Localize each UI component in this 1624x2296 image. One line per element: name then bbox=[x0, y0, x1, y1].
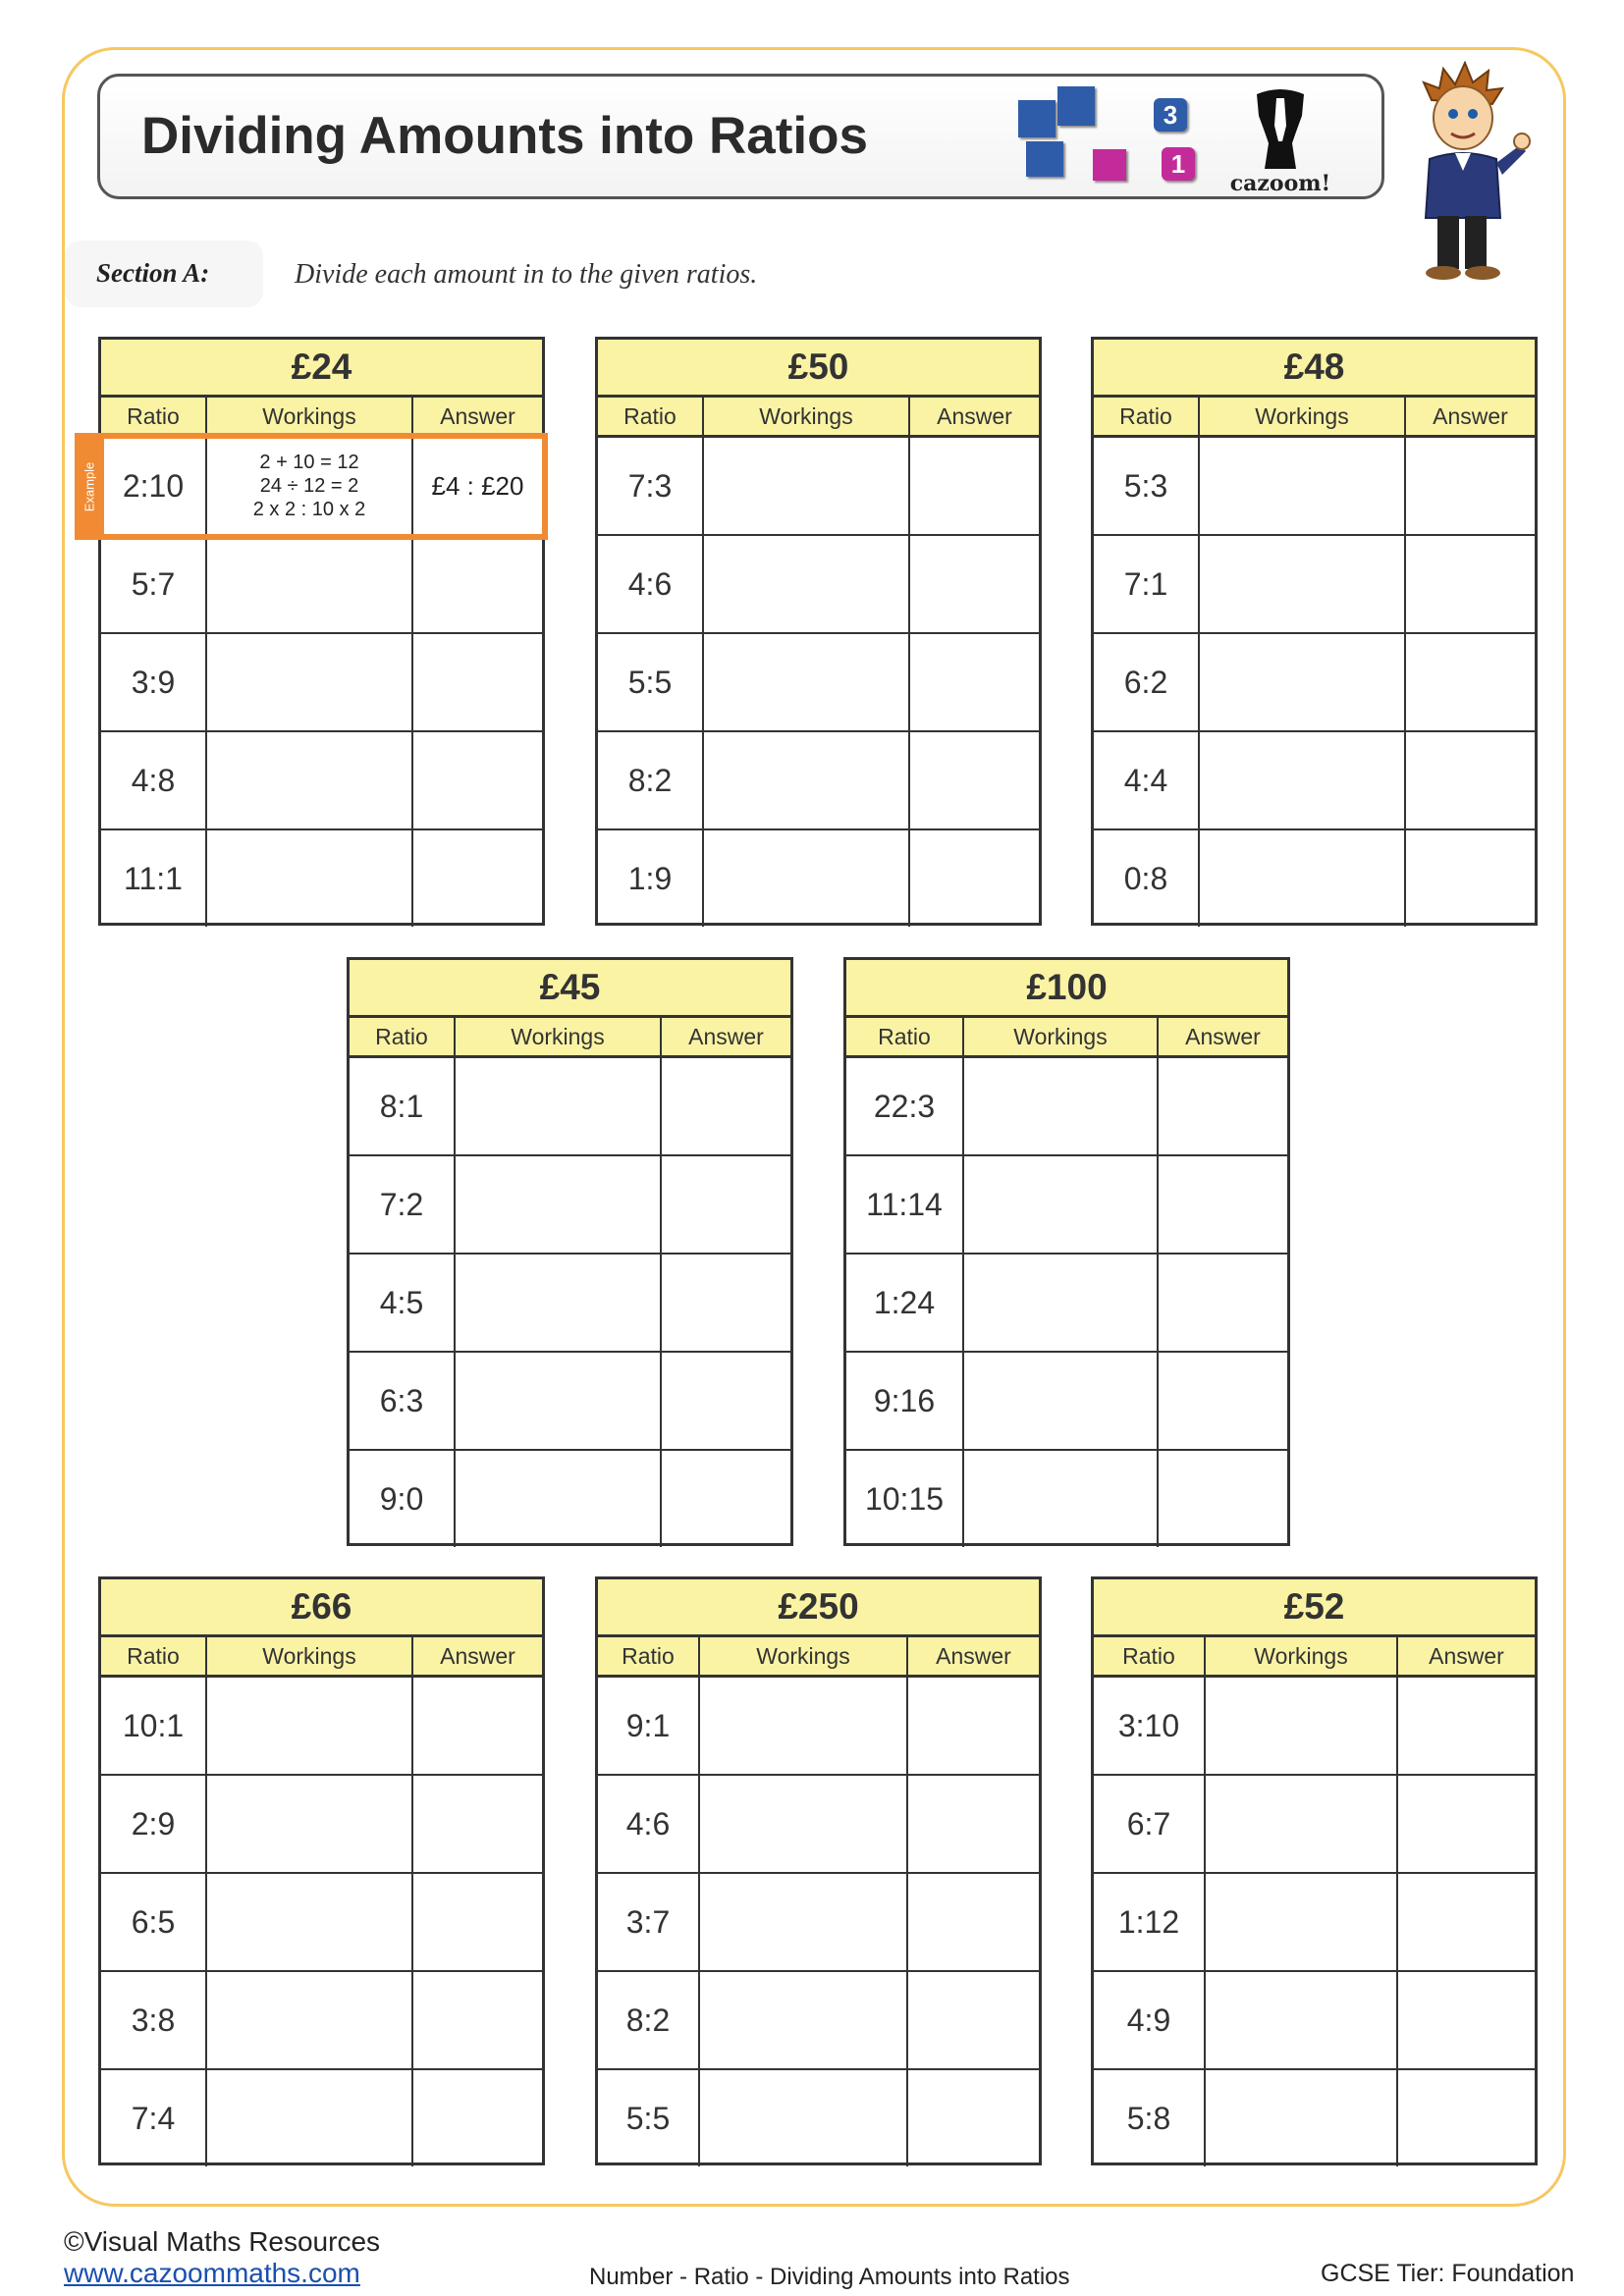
example-highlight bbox=[98, 433, 548, 540]
table-row bbox=[598, 732, 1039, 830]
table-row bbox=[101, 1874, 542, 1972]
ratio-cell: 5:8 bbox=[1126, 2101, 1171, 2136]
workings-cell[interactable] bbox=[1204, 1972, 1396, 2068]
workings-cell[interactable] bbox=[962, 1058, 1157, 1154]
ratio-cell: 9:16 bbox=[873, 1383, 936, 1418]
instruction-text: Divide each amount in to the given ratios. bbox=[295, 259, 758, 290]
table-row bbox=[1094, 1874, 1535, 1972]
ratio-cell: 6:7 bbox=[1126, 1806, 1171, 1842]
ratio-header: Ratio bbox=[622, 1643, 675, 1669]
answer-cell[interactable] bbox=[411, 1776, 542, 1872]
answer-cell[interactable] bbox=[1404, 438, 1535, 534]
workings-cell[interactable] bbox=[205, 1874, 411, 1970]
number-tile: 1 bbox=[1162, 147, 1195, 181]
ratio-cell: 6:2 bbox=[1123, 665, 1168, 700]
answer-cell[interactable] bbox=[1404, 830, 1535, 927]
tiles-logo bbox=[1018, 86, 1215, 189]
table-row bbox=[350, 1451, 790, 1547]
table-row bbox=[1094, 2070, 1535, 2166]
workings-header: Workings bbox=[454, 1018, 660, 1055]
table-row bbox=[101, 1776, 542, 1874]
ratio-cell: 3:8 bbox=[131, 2002, 176, 2038]
ratio-cell: 2:9 bbox=[131, 1806, 176, 1842]
copyright-text: ©Visual Maths Resources bbox=[64, 2226, 381, 2257]
workings-cell[interactable] bbox=[205, 1776, 411, 1872]
website-link[interactable]: www.cazoommaths.com bbox=[64, 2258, 360, 2288]
ratio-table bbox=[843, 957, 1290, 1546]
title-banner bbox=[97, 74, 1384, 199]
table-row bbox=[1094, 1678, 1535, 1776]
ratio-header: Ratio bbox=[623, 403, 677, 429]
table-row bbox=[598, 1874, 1039, 1972]
answer-cell[interactable] bbox=[906, 1776, 1039, 1872]
workings-cell[interactable] bbox=[698, 1972, 906, 2068]
answer-cell[interactable] bbox=[908, 536, 1039, 632]
ratio-cell: 6:3 bbox=[379, 1383, 424, 1418]
ratio-cell: 1:24 bbox=[873, 1285, 936, 1320]
ratio-table bbox=[347, 957, 793, 1546]
workings-cell[interactable] bbox=[962, 1353, 1157, 1449]
table-row bbox=[598, 1776, 1039, 1874]
workings-cell[interactable] bbox=[205, 536, 411, 632]
answer-cell[interactable] bbox=[660, 1451, 790, 1547]
table-row bbox=[598, 1678, 1039, 1776]
workings-cell[interactable] bbox=[1198, 536, 1404, 632]
workings-header: Workings bbox=[205, 398, 411, 435]
example-label: Example bbox=[81, 461, 97, 511]
answer-cell[interactable] bbox=[908, 438, 1039, 534]
table-amount: £48 bbox=[1094, 340, 1535, 398]
answer-cell[interactable] bbox=[660, 1353, 790, 1449]
answer-header: Answer bbox=[906, 1637, 1039, 1675]
workings-cell[interactable] bbox=[454, 1451, 660, 1547]
ratio-header: Ratio bbox=[375, 1024, 428, 1049]
workings-cell[interactable] bbox=[702, 536, 908, 632]
workings-cell[interactable] bbox=[698, 1874, 906, 1970]
ratio-table bbox=[98, 1576, 545, 2165]
workings-cell[interactable] bbox=[1198, 634, 1404, 730]
table-header bbox=[598, 1637, 1039, 1678]
table-row bbox=[350, 1156, 790, 1255]
workings-header: Workings bbox=[962, 1018, 1157, 1055]
table-row bbox=[598, 634, 1039, 732]
table-row bbox=[350, 1353, 790, 1451]
workings-cell[interactable] bbox=[702, 634, 908, 730]
answer-cell[interactable] bbox=[411, 1874, 542, 1970]
table-header bbox=[1094, 1637, 1535, 1678]
footer-tier: GCSE Tier: Foundation bbox=[1321, 2260, 1575, 2287]
table-row bbox=[1094, 830, 1535, 927]
answer-cell[interactable] bbox=[1404, 634, 1535, 730]
answer-cell[interactable] bbox=[1157, 1058, 1287, 1154]
table-header bbox=[846, 1018, 1287, 1058]
ratio-cell: 3:10 bbox=[1117, 1708, 1180, 1743]
answer-header: Answer bbox=[660, 1018, 790, 1055]
ratio-cell: 4:8 bbox=[131, 763, 176, 798]
footer-credits bbox=[64, 2226, 380, 2289]
answer-cell[interactable] bbox=[411, 2070, 542, 2166]
table-header bbox=[101, 398, 542, 438]
ratio-header: Ratio bbox=[1119, 403, 1172, 429]
table-row bbox=[846, 1353, 1287, 1451]
answer-cell[interactable] bbox=[660, 1156, 790, 1253]
pink-tile bbox=[1093, 149, 1126, 181]
cazoom-bust-icon bbox=[1227, 86, 1333, 175]
table-header bbox=[598, 398, 1039, 438]
answer-cell[interactable] bbox=[906, 1678, 1039, 1774]
table-row bbox=[846, 1451, 1287, 1547]
example-answer: £4 : £20 bbox=[411, 438, 542, 534]
workings-header: Workings bbox=[702, 398, 908, 435]
ratio-cell: 10:15 bbox=[864, 1481, 945, 1517]
ratio-table bbox=[595, 1576, 1042, 2165]
workings-line: 2 x 2 : 10 x 2 bbox=[252, 499, 366, 520]
workings-cell[interactable] bbox=[205, 1972, 411, 2068]
workings-cell[interactable] bbox=[454, 1255, 660, 1351]
answer-cell[interactable] bbox=[1404, 536, 1535, 632]
workings-cell[interactable] bbox=[454, 1156, 660, 1253]
ratio-cell: 4:6 bbox=[627, 566, 673, 602]
number-tile: 3 bbox=[1154, 98, 1187, 132]
ratio-cell: 9:1 bbox=[625, 1708, 671, 1743]
ratio-cell: 10:1 bbox=[122, 1708, 185, 1743]
workings-cell[interactable] bbox=[1198, 830, 1404, 927]
ratio-cell: 5:5 bbox=[625, 2101, 671, 2136]
answer-header: Answer bbox=[1157, 1018, 1287, 1055]
table-row bbox=[598, 830, 1039, 927]
workings-line: 24 ÷ 12 = 2 bbox=[259, 475, 359, 497]
ratio-cell: 7:4 bbox=[131, 2101, 176, 2136]
answer-cell[interactable] bbox=[906, 2070, 1039, 2166]
ratio-cell: 8:1 bbox=[379, 1089, 424, 1124]
table-row bbox=[1094, 1776, 1535, 1874]
table-row bbox=[846, 1058, 1287, 1156]
ratio-cell: 3:9 bbox=[131, 665, 176, 700]
answer-cell[interactable] bbox=[1157, 1353, 1287, 1449]
answer-cell[interactable] bbox=[411, 830, 542, 927]
table-amount: £45 bbox=[350, 960, 790, 1018]
ratio-cell: 22:3 bbox=[873, 1089, 936, 1124]
workings-cell[interactable] bbox=[205, 2070, 411, 2166]
workings-cell[interactable] bbox=[702, 732, 908, 828]
ratio-cell: 4:9 bbox=[1126, 2002, 1171, 2038]
table-row bbox=[101, 634, 542, 732]
workings-header: Workings bbox=[698, 1637, 906, 1675]
answer-cell[interactable] bbox=[908, 732, 1039, 828]
workings-header: Workings bbox=[1204, 1637, 1396, 1675]
ratio-cell: 11:1 bbox=[124, 861, 183, 896]
workings-cell[interactable] bbox=[1198, 438, 1404, 534]
table-amount: £50 bbox=[598, 340, 1039, 398]
boy-mascot-icon bbox=[1404, 61, 1532, 285]
ratio-header: Ratio bbox=[878, 1024, 931, 1049]
table-header bbox=[350, 1018, 790, 1058]
answer-header: Answer bbox=[1404, 398, 1535, 435]
answer-cell[interactable] bbox=[1396, 2070, 1535, 2166]
workings-cell[interactable] bbox=[205, 830, 411, 927]
answer-cell[interactable] bbox=[1396, 1776, 1535, 1872]
table-amount: £66 bbox=[101, 1579, 542, 1637]
workings-cell[interactable] bbox=[1204, 1874, 1396, 1970]
ratio-table bbox=[98, 337, 545, 926]
table-row bbox=[101, 2070, 542, 2166]
workings-cell[interactable] bbox=[698, 1776, 906, 1872]
workings-cell[interactable] bbox=[702, 438, 908, 534]
workings-cell[interactable] bbox=[454, 1353, 660, 1449]
blue-tile bbox=[1057, 86, 1095, 126]
ratio-cell: 7:1 bbox=[1123, 566, 1168, 602]
workings-cell[interactable] bbox=[962, 1156, 1157, 1253]
workings-header: Workings bbox=[205, 1637, 411, 1675]
table-row bbox=[1094, 438, 1535, 536]
table-header bbox=[1094, 398, 1535, 438]
table-row bbox=[846, 1156, 1287, 1255]
workings-cell[interactable] bbox=[962, 1255, 1157, 1351]
table-row bbox=[598, 536, 1039, 634]
answer-cell[interactable] bbox=[411, 634, 542, 730]
answer-cell[interactable] bbox=[1396, 1874, 1535, 1970]
ratio-table bbox=[1091, 337, 1538, 926]
workings-cell[interactable] bbox=[205, 732, 411, 828]
table-row bbox=[101, 1972, 542, 2070]
ratio-cell: 5:3 bbox=[1123, 468, 1168, 504]
ratio-cell: 5:5 bbox=[627, 665, 673, 700]
workings-cell[interactable] bbox=[702, 830, 908, 927]
answer-header: Answer bbox=[908, 398, 1039, 435]
answer-cell[interactable] bbox=[1157, 1451, 1287, 1547]
table-row bbox=[101, 830, 542, 927]
answer-cell[interactable] bbox=[906, 1874, 1039, 1970]
ratio-cell: 4:4 bbox=[1123, 763, 1168, 798]
answer-cell[interactable] bbox=[1157, 1255, 1287, 1351]
footer-topic: Number - Ratio - Dividing Amounts into Ratios bbox=[589, 2264, 1070, 2290]
ratio-cell: 7:2 bbox=[379, 1187, 424, 1222]
cazoom-logo bbox=[1227, 86, 1333, 196]
table-row bbox=[1094, 536, 1535, 634]
ratio-cell: 8:2 bbox=[625, 2002, 671, 2038]
workings-cell[interactable] bbox=[205, 1678, 411, 1774]
table-row bbox=[350, 1255, 790, 1353]
table-amount: £24 bbox=[101, 340, 542, 398]
ratio-cell: 4:5 bbox=[379, 1285, 424, 1320]
table-amount: £52 bbox=[1094, 1579, 1535, 1637]
ratio-cell: 2:10 bbox=[122, 468, 185, 504]
page-title: Dividing Amounts into Ratios bbox=[141, 107, 869, 165]
ratio-cell: 11:14 bbox=[866, 1187, 943, 1222]
workings-cell[interactable] bbox=[698, 2070, 906, 2166]
table-row bbox=[101, 1678, 542, 1776]
answer-cell[interactable] bbox=[411, 1678, 542, 1774]
workings-cell[interactable] bbox=[1198, 732, 1404, 828]
table-row bbox=[598, 2070, 1039, 2166]
ratio-cell: 1:12 bbox=[1117, 1904, 1180, 1940]
table-amount: £100 bbox=[846, 960, 1287, 1018]
cazoom-logo-text: cazoom! bbox=[1229, 171, 1331, 196]
ratio-cell: 5:7 bbox=[131, 566, 176, 602]
workings-header: Workings bbox=[1198, 398, 1404, 435]
ratio-header: Ratio bbox=[127, 403, 180, 429]
ratio-header: Ratio bbox=[127, 1643, 180, 1669]
ratio-cell: 8:2 bbox=[627, 763, 673, 798]
workings-cell[interactable] bbox=[454, 1058, 660, 1154]
answer-cell[interactable] bbox=[1396, 1678, 1535, 1774]
table-row bbox=[1094, 1972, 1535, 2070]
workings-cell[interactable] bbox=[1204, 1678, 1396, 1774]
answer-cell[interactable] bbox=[908, 634, 1039, 730]
answer-cell[interactable] bbox=[411, 536, 542, 632]
table-header bbox=[101, 1637, 542, 1678]
table-row bbox=[598, 438, 1039, 536]
table-row bbox=[101, 732, 542, 830]
answer-cell[interactable] bbox=[908, 830, 1039, 927]
answer-cell[interactable] bbox=[1404, 732, 1535, 828]
answer-cell[interactable] bbox=[906, 1972, 1039, 2068]
answer-header: Answer bbox=[411, 1637, 542, 1675]
workings-cell[interactable] bbox=[1204, 1776, 1396, 1872]
ratio-table bbox=[1091, 1576, 1538, 2165]
ratio-cell: 7:3 bbox=[627, 468, 673, 504]
table-row bbox=[350, 1058, 790, 1156]
answer-cell[interactable] bbox=[411, 732, 542, 828]
blue-tile bbox=[1026, 141, 1063, 177]
workings-line: 2 + 10 = 12 bbox=[259, 452, 359, 473]
answer-header: Answer bbox=[411, 398, 542, 435]
ratio-cell: 0:8 bbox=[1123, 861, 1168, 896]
workings-cell[interactable] bbox=[1204, 2070, 1396, 2166]
workings-cell[interactable] bbox=[205, 634, 411, 730]
ratio-cell: 1:9 bbox=[627, 861, 673, 896]
table-amount: £250 bbox=[598, 1579, 1039, 1637]
answer-cell[interactable] bbox=[411, 1972, 542, 2068]
table-row bbox=[1094, 634, 1535, 732]
table-row bbox=[598, 1972, 1039, 2070]
blue-tile bbox=[1018, 100, 1056, 137]
ratio-cell: 9:0 bbox=[379, 1481, 424, 1517]
mascot-illustration bbox=[1404, 61, 1532, 285]
ratio-cell: 4:6 bbox=[625, 1806, 671, 1842]
answer-cell[interactable] bbox=[1396, 1972, 1535, 2068]
ratio-cell: 3:7 bbox=[625, 1904, 671, 1940]
workings-cell[interactable] bbox=[962, 1451, 1157, 1547]
answer-cell[interactable] bbox=[660, 1255, 790, 1351]
workings-cell[interactable] bbox=[698, 1678, 906, 1774]
answer-cell[interactable] bbox=[660, 1058, 790, 1154]
table-row bbox=[846, 1255, 1287, 1353]
ratio-table bbox=[595, 337, 1042, 926]
answer-header: Answer bbox=[1396, 1637, 1535, 1675]
table-row bbox=[1094, 732, 1535, 830]
ratio-cell: 6:5 bbox=[131, 1904, 176, 1940]
section-label: Section A: bbox=[65, 240, 263, 307]
ratio-header: Ratio bbox=[1122, 1643, 1175, 1669]
table-row bbox=[101, 536, 542, 634]
answer-cell[interactable] bbox=[1157, 1156, 1287, 1253]
